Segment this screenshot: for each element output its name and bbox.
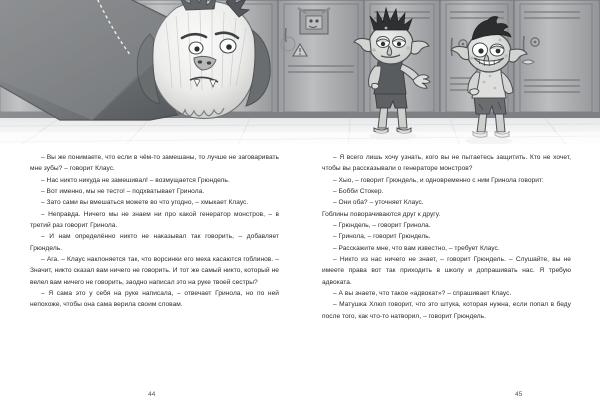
locker-unit [278, 0, 364, 118]
locker-unit [514, 0, 600, 118]
paragraph: – Матушка Хлюп говорит, что это штука, которая нужна, если попал в беду после того, как что-то натворил, – говорит Грюндель. [322, 301, 571, 320]
page-left-body [30, 152, 279, 311]
paragraph: – Я сама это у себя на руке написала, – отвечает Гринола, но по ней непохоже, чтобы она сама верила своим словам. [30, 290, 279, 309]
paragraph: – Вот именно, мы не тесто! – подхватывает Гринола. [41, 188, 205, 196]
paragraph: – Гринола, – говорит Грюндель. [333, 233, 431, 241]
paragraph: – Грюндель, – говорит Гринола. [333, 222, 431, 230]
paragraph: – Нас никто никуда не замешивал! – возмущается Грюндель. [41, 176, 230, 184]
paragraph: – Зато сами вы вмешаться можете во что угодно, – хмыкает Клаус. [41, 199, 249, 207]
chapter-illustration [0, 0, 600, 152]
paragraph: – А вы знаете, что такое «адвокат»? – спрашивает Клаус. [333, 290, 512, 298]
page-number-right: 45 [515, 391, 523, 398]
paragraph: – Они оба? – уточняет Клаус. [333, 199, 424, 207]
paragraph: – Я всего лишь хочу узнать, кого вы не пытаетесь защитить. Кто не хочет, чтобы вы рассказывали о генераторе монстров? [322, 154, 571, 173]
paragraph: – Неправда. Ничего мы не знаем ни про какой генератор монстров, – в третий раз говорит Гринола. [30, 210, 279, 230]
paragraph: – Бобби Стокер. [333, 188, 384, 196]
paragraph: Гоблины поворачиваются друг к другу. [322, 210, 441, 218]
paragraph: – Никто из нас ничего не знает, – говорит Грюндель. – Слушайте, вы не имеете права вот так приходить в школу и допрашивать нас. Я требую адвоката. [322, 256, 571, 286]
paragraph: – И нам определённо никто не наказывал так говорить, – добавляет Грюндель. [30, 233, 279, 252]
paragraph: – Расскажите мне, что вам известно, – требует Клаус. [333, 244, 500, 252]
page-left [30, 152, 292, 407]
page-right-body [322, 152, 571, 322]
locker-poster [298, 8, 330, 34]
page-right [322, 152, 584, 407]
paragraph: – Вы же понимаете, что если в чём-то замешаны, то лучше не заговаривать мне зубы? – говорит Клаус. [30, 154, 279, 173]
paragraph: – Хыо, – говорит Грюндель, и одновременно с ним Гринола говорит: [333, 176, 544, 184]
page-number-left: 44 [148, 391, 156, 398]
illustration-artwork [0, 0, 600, 152]
paragraph: – Ага. – Клаус наклоняется так, что ворсинки его меха касаются гоблинов. – Значит, никто сказал вам ничего не говорить. И тот же самый никто, который не велел вам ничего не говорить, заодно написал это на руке твоей сестры? [30, 256, 279, 286]
